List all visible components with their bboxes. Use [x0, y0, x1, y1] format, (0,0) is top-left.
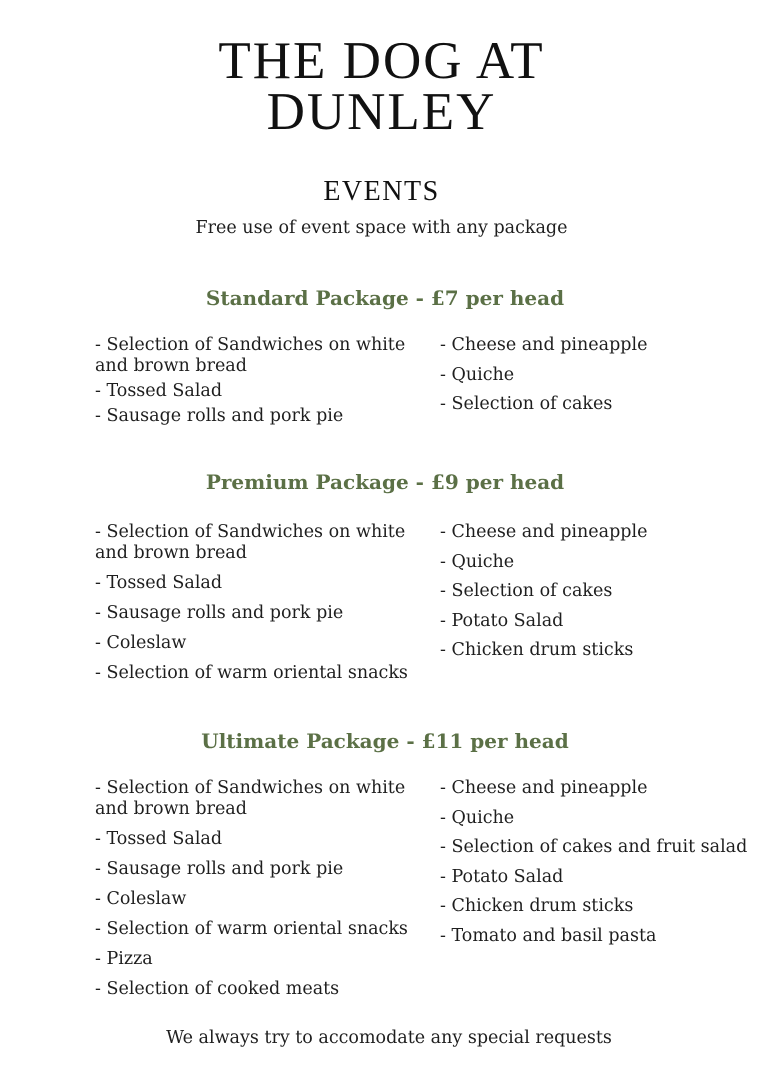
list-item: - Sausage rolls and pork pie	[95, 603, 344, 623]
list-item: - Selection of Sandwiches on white and brown bread	[95, 778, 406, 819]
list-item: - Sausage rolls and pork pie	[95, 406, 344, 426]
special-requests-note: We always try to accomodate any special requests	[166, 1028, 612, 1048]
list-item: - Selection of Sandwiches on white and brown bread	[95, 335, 406, 376]
premium-package-heading: Premium Package - £9 per head	[205, 470, 565, 494]
event-space-tagline: Free use of event space with any package	[195, 218, 568, 238]
list-item: - Chicken drum sticks	[440, 896, 634, 916]
list-item: - Coleslaw	[95, 889, 187, 909]
list-item: - Selection of cakes and fruit salad	[440, 837, 748, 857]
title-line-2: DUNLEY	[266, 83, 497, 141]
list-item: - Selection of cakes	[440, 581, 613, 601]
list-item: - Selection of Sandwiches on white and brown bread	[95, 522, 406, 563]
list-item: - Tossed Salad	[95, 381, 223, 401]
standard-package-right-list	[440, 335, 760, 415]
list-item: - Chicken drum sticks	[440, 640, 634, 660]
premium-package-right-list	[440, 522, 760, 661]
standard-package-heading: Standard Package - £7 per head	[205, 286, 565, 310]
list-item: - Cheese and pineapple	[440, 778, 648, 798]
list-item: - Selection of warm oriental snacks	[95, 663, 408, 683]
list-item: - Tomato and basil pasta	[440, 925, 657, 946]
list-item: - Quiche	[440, 551, 515, 572]
list-item: - Tossed Salad	[95, 829, 223, 849]
premium-package-left-list	[95, 522, 413, 684]
list-item: - Quiche	[440, 364, 515, 385]
list-item: - Cheese and pineapple	[440, 522, 648, 542]
ultimate-package-left-list	[95, 778, 413, 1000]
list-item: - Sausage rolls and pork pie	[95, 859, 344, 879]
ultimate-package-right-list	[440, 778, 760, 947]
list-item: - Selection of cakes	[440, 394, 613, 414]
list-item: - Quiche	[440, 807, 515, 828]
list-item: - Selection of cooked meats	[95, 979, 340, 999]
list-item: - Pizza	[95, 949, 153, 969]
list-item: - Tossed Salad	[95, 573, 223, 593]
list-item: - Potato Salad	[440, 610, 564, 631]
page-title	[0, 32, 763, 141]
list-item: - Coleslaw	[95, 633, 187, 653]
title-line-1: THE DOG AT	[218, 32, 545, 90]
standard-package-left-list	[95, 335, 413, 427]
ultimate-package-heading: Ultimate Package - £11 per head	[201, 729, 569, 753]
events-subtitle: EVENTS	[323, 176, 440, 207]
list-item: - Cheese and pineapple	[440, 335, 648, 355]
list-item: - Potato Salad	[440, 866, 564, 887]
list-item: - Selection of warm oriental snacks	[95, 919, 408, 939]
